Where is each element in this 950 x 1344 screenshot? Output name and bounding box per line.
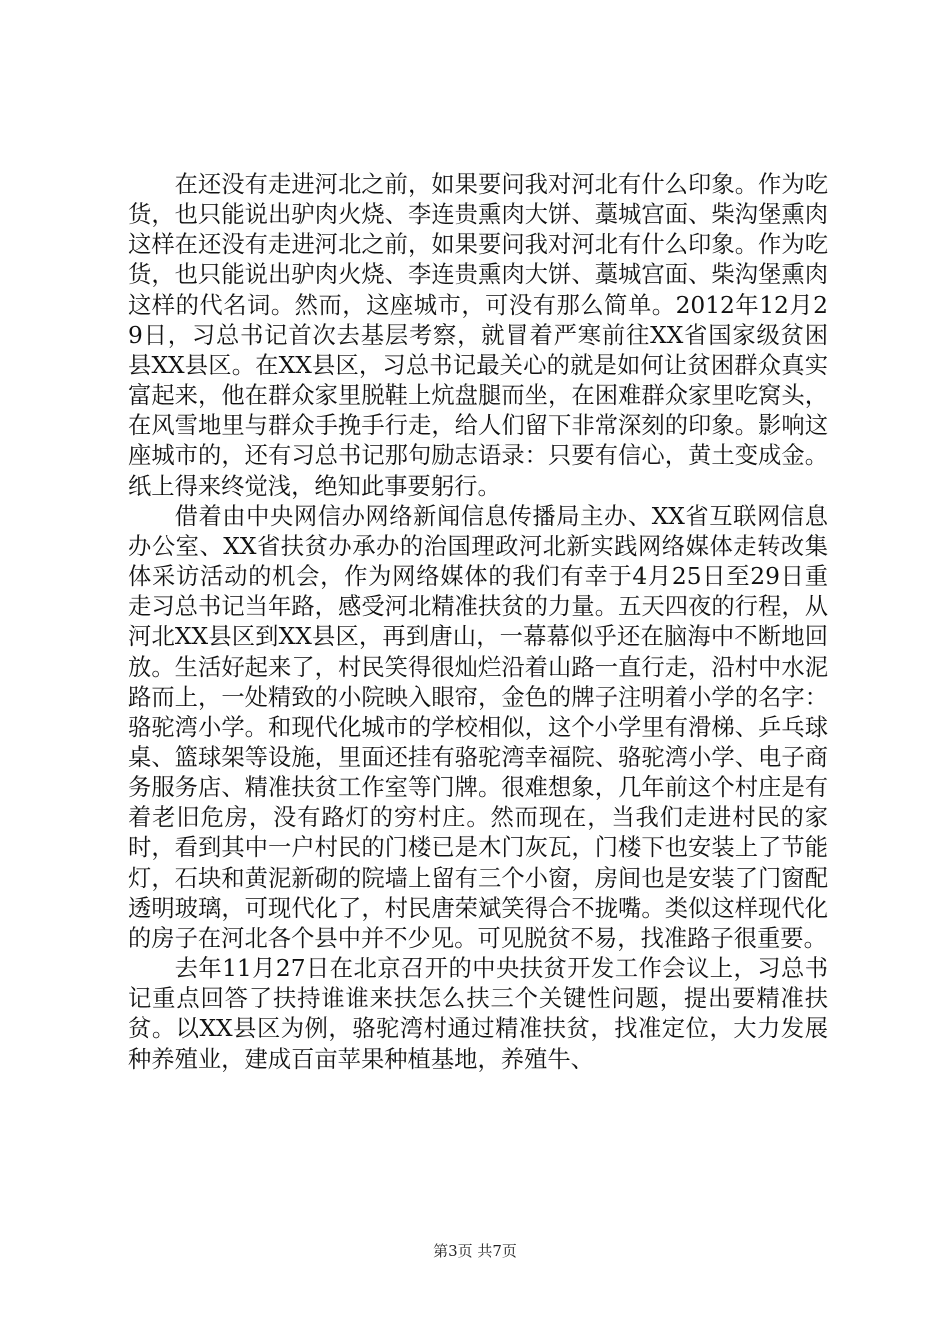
paragraph-2: 借着由中央网信办网络新闻信息传播局主办、XX省互联网信息办公室、XX省扶贫办承办的治国理政河北新实践网络媒体走转改集体采访活动的机会，作为网络媒体的我们有幸于4月25日至29日重走习总书记当年路，感受河北精准扶贫的力量。五天四夜的行程，从河北XX县区到XX县区，再到唐山，一幕幕似乎还在脑海中不断地回放。生活好起来了，村民笑得很灿烂沿着山路一直行走，沿村中水泥路而上，一处精致的小院映入眼帘，金色的牌子注明着小学的名字：骆驼湾小学。和现代化城市的学校相似，这个小学里有滑梯、乒乓球桌、篮球架等设施，里面还挂有骆驼湾幸福院、骆驼湾小学、电子商务服务店、精准扶贫工作室等门牌。很难想象，几年前这个村庄是有着老旧危房，没有路灯的穷村庄。然而现在，当我们走进村民的家时，看到其中一户村民的门楼已是木门灰瓦，门楼下也安装上了节能灯，石块和黄泥新砌的院墙上留有三个小窗，房间也是安装了门窗配透明玻璃，可现代化了，村民唐荣斌笑得合不拢嘴。类似这样现代化的房子在河北各个县中并不少见。可见脱贫不易，找准路子很重要。: [128, 502, 828, 952]
paragraph-1: 在还没有走进河北之前，如果要问我对河北有什么印象。作为吃货，也只能说出驴肉火烧、李连贵熏肉大饼、藁城宫面、柴沟堡熏肉这样在还没有走进河北之前，如果要问我对河北有什么印象。作为吃货，也只能说出驴肉火烧、李连贵熏肉大饼、藁城宫面、柴沟堡熏肉这样的代名词。然而，这座城市，可没有那么简单。2012年12月29日，习总书记首次去基层考察，就冒着严寒前往XX省国家级贫困县XX县区。在XX县区，习总书记最关心的就是如何让贫困群众真实富起来，他在群众家里脱鞋上炕盘腿而坐，在困难群众家里吃窝头，在风雪地里与群众手挽手行走，给人们留下非常深刻的印象。影响这座城市的，还有习总书记那句励志语录：只要有信心，黄土变成金。纸上得来终觉浅，绝知此事要躬行。: [128, 171, 828, 500]
page-number-footer: 第3页 共7页: [433, 1242, 517, 1260]
body-text: [128, 170, 828, 1075]
paragraph-3: 去年11月27日在北京召开的中央扶贫开发工作会议上，习总书记重点回答了扶持谁谁来扶怎么扶三个关键性问题，提出要精准扶贫。以XX县区为例，骆驼湾村通过精准扶贫，找准定位，大力发展种养殖业，建成百亩苹果种植基地，养殖牛、: [128, 955, 828, 1073]
